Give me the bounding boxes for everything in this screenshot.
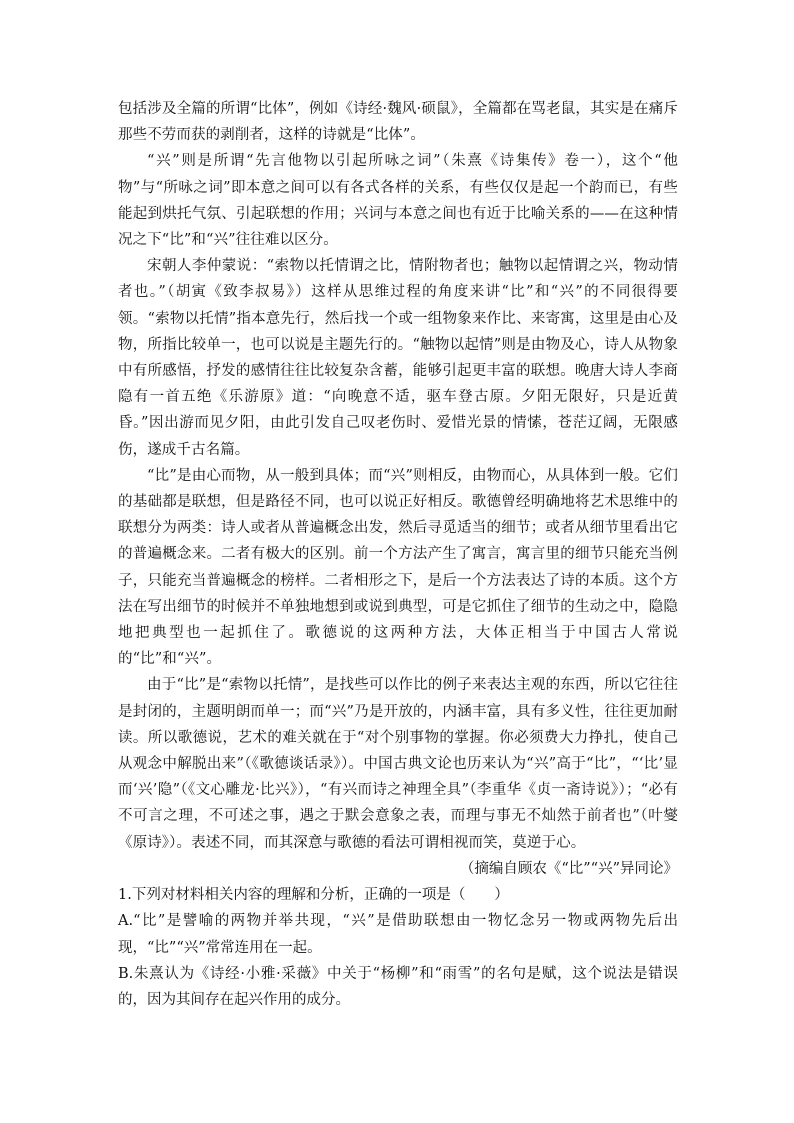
paragraph-comparison-conclusion: 由于“比”是“索物以托情”，是找些可以作比的例子来表达主观的东西，所以它往往是封闭的，主题明朗而单一；而“兴”乃是开放的，内涵丰富，具有多义性，往往更加耐读。所以歌德说，艺术的难关就在于“对个别事物的掌握。你必须费大力挣扎，使自己从观念中解脱出来”（《歌德谈话录》）。中国古典文论也历来认为“兴”高于“比”，“‘比’显而‘兴’隐”（《文心雕龙·比兴》），“有兴而诗之神理全具”（李重华《贞一斋诗说》）；“必有不可言之理，不可述之事，遇之于默会意象之表，而理与事无不灿然于前者也”（叶燮《原诗》）。表述不同，而其深意与歌德的看法可谓相视而笑，莫逆于心。 xyxy=(118,677,678,851)
paragraph-continuation: 包括涉及全篇的所谓“比体”，例如《诗经·魏风·硕鼠》，全篇都在骂老鼠，其实是在痛斥那些不劳而获的剥削者，这样的诗就是“比体”。 xyxy=(118,101,678,144)
question-option-a: A.“比”是譬喻的两物并举共现，“兴”是借助联想由一物忆念另一物或两物先后出现，“比”“兴”常常连用在一起。 xyxy=(118,913,678,956)
question-option-b: B.朱熹认为《诗经·小雅·采薇》中关于“杨柳”和“雨雪”的名句是赋，这个说法是错误的，因为其间存在起兴作用的成分。 xyxy=(118,965,678,1008)
source-attribution: （摘编自顾农《“比”“兴”异同论》 xyxy=(459,860,678,877)
paragraph-xing-definition: “兴”则是所谓“先言他物以引起所咏之词”（朱熹《诗集传》卷一），这个“他物”与“所咏之词”即本意之间可以有各式各样的关系，有些仅仅是起一个韵而已，有些能起到烘托气氛、引起联想的作用；兴词与本意之间也有近于比喻关系的——在这种情况之下“比”和“兴”往往难以区分。 xyxy=(118,153,678,249)
question-stem: 1.下列对材料相关内容的理解和分析，正确的一项是（ ） xyxy=(118,887,509,904)
document-page xyxy=(118,96,678,1013)
paragraph-li-zhongmeng: 宋朝人李仲蒙说：“索物以托情谓之比，情附物者也；触物以起情谓之兴，物动情者也。”（胡寅《致李叔易》）这样从思维过程的角度来讲“比”和“兴”的不同很得要领。“索物以托情”指本意先行，然后找一个或一组物象来作比、来寄寓，这里是由心及物，所指比较单一，也可以说是主题先行的。“触物以起情”则是由物及心，诗人从物象中有所感悟，抒发的感情往往比较复杂含蓄，能够引起更丰富的联想。晚唐大诗人李商隐有一首五绝《乐游原》道：“向晚意不适，驱车登古原。夕阳无限好，只是近黄昏。”因出游而见夕阳，由此引发自己叹老伤时、爱惜光景的情愫，苍茫辽阔，无限感伤，遂成千古名篇。 xyxy=(118,258,678,458)
paragraph-goethe-association: “比”是由心而物，从一般到具体；而“兴”则相反，由物而心，从具体到一般。它们的基础都是联想，但是路径不同，也可以说正好相反。歌德曾经明确地将艺术思维中的联想分为两类：诗人或者从普遍概念出发，然后寻觅适当的细节；或者从细节里看出它的普遍概念来。二者有极大的区别。前一个方法产生了寓言，寓言里的细节只能充当例子，只能充当普遍概念的榜样。二者相形之下，是后一个方法表达了诗的本质。这个方法在写出细节的时候并不单独地想到或说到典型，可是它抓住了细节的生动之中，隐隐地把典型也一起抓住了。歌德说的这两种方法，大体正相当于中国古人常说的“比”和“兴”。 xyxy=(118,467,678,668)
